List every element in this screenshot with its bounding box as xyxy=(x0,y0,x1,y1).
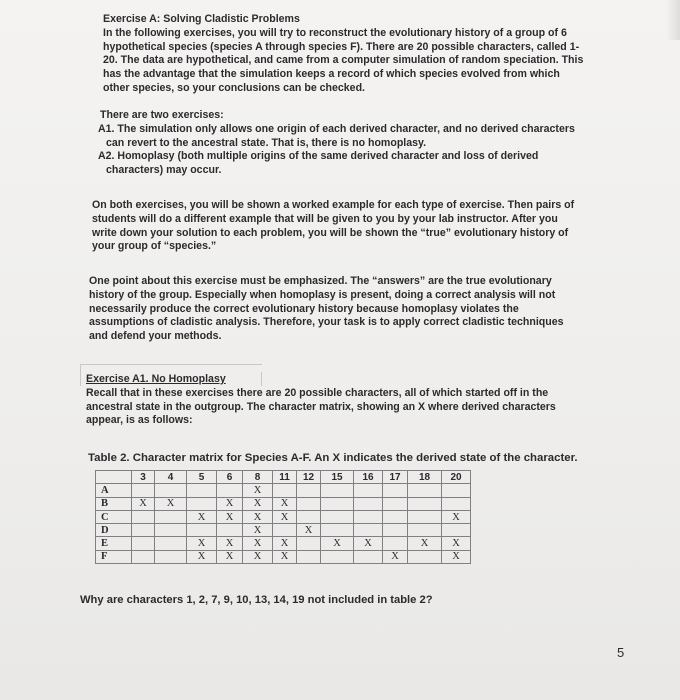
exercise-a1-description-cont: can revert to the ancestral state. That is, there is no homoplasy. xyxy=(106,136,427,149)
matrix-cell: X xyxy=(217,550,243,563)
matrix-cell: X xyxy=(442,550,471,563)
table-row xyxy=(96,550,471,563)
matrix-cell: X xyxy=(243,484,273,497)
matrix-cell xyxy=(217,524,243,537)
table-row xyxy=(96,537,471,550)
table-caption: Table 2. Character matrix for Species A-F. An X indicates the derived state of the character. xyxy=(88,452,578,464)
matrix-cell xyxy=(132,510,155,523)
species-label: C xyxy=(96,510,132,523)
matrix-cell xyxy=(297,537,321,550)
page-number: 5 xyxy=(617,645,625,660)
matrix-cell xyxy=(187,524,217,537)
matrix-cell xyxy=(297,497,321,510)
matrix-cell xyxy=(155,537,187,550)
matrix-cell xyxy=(187,484,217,497)
matrix-cell xyxy=(155,524,187,537)
matrix-cell: X xyxy=(187,537,217,550)
matrix-cell: X xyxy=(442,510,471,523)
exercise-a-title: Exercise A: Solving Cladistic Problems xyxy=(103,13,300,25)
matrix-cell: X xyxy=(243,537,273,550)
matrix-cell xyxy=(321,510,354,523)
matrix-cell xyxy=(321,497,354,510)
column-header: 11 xyxy=(273,471,297,484)
matrix-cell xyxy=(354,550,383,563)
paragraph-line: has the advantage that the simulation keeps a record of which species evolved from which xyxy=(103,68,560,81)
table-row xyxy=(96,524,471,537)
species-label: D xyxy=(96,524,132,537)
table-header-row xyxy=(96,471,471,484)
matrix-cell xyxy=(297,484,321,497)
matrix-cell: X xyxy=(321,537,354,550)
exercise-a-section xyxy=(103,13,623,96)
paragraph-line: assumptions of cladistic analysis. Therefore, your task is to apply correct cladistic techniques xyxy=(89,316,564,329)
matrix-cell xyxy=(442,484,471,497)
column-header: 15 xyxy=(321,471,354,484)
matrix-cell xyxy=(383,510,408,523)
exercise-a1-title: Exercise A1. No Homoplasy xyxy=(86,373,226,385)
paragraph-line: history of the group. Especially when homoplasy is present, doing a correct analysis will not xyxy=(89,288,556,301)
matrix-cell xyxy=(297,550,321,563)
matrix-cell xyxy=(297,510,321,523)
paragraph-line: On both exercises, you will be shown a worked example for each type of exercise. Then pairs of xyxy=(92,199,575,211)
table-row xyxy=(96,510,471,523)
matrix-cell: X xyxy=(408,537,442,550)
one-point-paragraph xyxy=(89,275,619,344)
matrix-cell xyxy=(132,524,155,537)
question-text: Why are characters 1, 2, 7, 9, 10, 13, 14, 19 not included in table 2? xyxy=(80,594,433,606)
exercise-a2-description: A2. Homoplasy (both multiple origins of the same derived character and loss of derived xyxy=(98,150,539,163)
matrix-cell xyxy=(383,524,408,537)
matrix-cell: X xyxy=(273,550,297,563)
matrix-cell xyxy=(383,497,408,510)
matrix-cell: X xyxy=(354,537,383,550)
column-header: 8 xyxy=(243,471,273,484)
paragraph-line: your group of “species.” xyxy=(92,240,217,253)
paragraph-line: 20. The data are hypothetical, and came from a computer simulation of random speciation. This xyxy=(103,54,584,67)
matrix-cell xyxy=(408,524,442,537)
matrix-cell: X xyxy=(297,524,321,537)
matrix-cell: X xyxy=(155,497,187,510)
paragraph-line: One point about this exercise must be emphasized. The “answers” are the true evolutionary xyxy=(89,275,552,287)
column-header: 17 xyxy=(383,471,408,484)
paragraph-line: students will do a different example that will be given to you by your lab instructor. After you xyxy=(92,212,558,225)
paragraph-line: appear, is as follows: xyxy=(86,414,193,427)
page-edge-shadow xyxy=(666,0,680,40)
matrix-cell xyxy=(217,484,243,497)
matrix-cell: X xyxy=(273,537,297,550)
matrix-cell: X xyxy=(187,550,217,563)
matrix-cell: X xyxy=(442,537,471,550)
matrix-cell: X xyxy=(273,497,297,510)
column-header: 18 xyxy=(408,471,442,484)
matrix-cell xyxy=(132,484,155,497)
paragraph-line: ancestral state in the outgroup. The character matrix, showing an X where derived characters xyxy=(86,400,556,413)
species-label: E xyxy=(96,537,132,550)
matrix-cell xyxy=(132,550,155,563)
paragraph-line: and defend your methods. xyxy=(89,330,222,343)
matrix-cell: X xyxy=(187,510,217,523)
column-header: 12 xyxy=(297,471,321,484)
matrix-cell xyxy=(273,484,297,497)
matrix-cell xyxy=(354,497,383,510)
matrix-cell xyxy=(132,537,155,550)
matrix-cell: X xyxy=(243,510,273,523)
column-header: 4 xyxy=(155,471,187,484)
matrix-cell xyxy=(354,484,383,497)
character-matrix-table xyxy=(95,470,471,564)
column-header: 6 xyxy=(217,471,243,484)
exercise-a1-section xyxy=(86,373,626,428)
matrix-cell: X xyxy=(217,537,243,550)
matrix-cell xyxy=(354,510,383,523)
table-corner-cell xyxy=(96,471,132,484)
matrix-cell: X xyxy=(383,550,408,563)
exercise-a2-description-cont: characters) may occur. xyxy=(106,164,222,177)
matrix-cell: X xyxy=(217,510,243,523)
matrix-cell: X xyxy=(273,510,297,523)
matrix-cell: X xyxy=(217,497,243,510)
table-row xyxy=(96,497,471,510)
two-exercises-intro: There are two exercises: xyxy=(100,109,224,121)
textbox-outline-top xyxy=(80,364,262,365)
matrix-cell xyxy=(442,524,471,537)
matrix-cell xyxy=(408,550,442,563)
two-exercises-section xyxy=(98,109,618,178)
matrix-cell xyxy=(321,550,354,563)
matrix-cell xyxy=(321,484,354,497)
paragraph-line: necessarily produce the correct evolutionary history because homoplasy violates the xyxy=(89,302,519,315)
matrix-cell xyxy=(155,550,187,563)
matrix-cell xyxy=(273,524,297,537)
matrix-cell xyxy=(408,484,442,497)
matrix-cell: X xyxy=(243,497,273,510)
matrix-cell xyxy=(155,510,187,523)
matrix-cell xyxy=(383,484,408,497)
matrix-cell: X xyxy=(243,550,273,563)
matrix-cell xyxy=(187,497,217,510)
matrix-cell xyxy=(354,524,383,537)
species-label: F xyxy=(96,550,132,563)
paragraph-line: In the following exercises, you will try to reconstruct the evolutionary history of a group of 6 xyxy=(103,26,567,39)
matrix-cell: X xyxy=(132,497,155,510)
matrix-cell xyxy=(155,484,187,497)
species-label: A xyxy=(96,484,132,497)
textbox-outline-left xyxy=(80,364,81,386)
matrix-cell xyxy=(321,524,354,537)
both-exercises-paragraph xyxy=(92,199,622,254)
matrix-cell xyxy=(408,510,442,523)
exercise-a1-description: A1. The simulation only allows one origin of each derived character, and no derived characters xyxy=(98,122,575,135)
species-label: B xyxy=(96,497,132,510)
paragraph-line: other species, so your conclusions can be checked. xyxy=(103,81,365,94)
matrix-cell xyxy=(383,537,408,550)
column-header: 5 xyxy=(187,471,217,484)
paragraph-line: hypothetical species (species A through species F). There are 20 possible characters, called 1- xyxy=(103,40,580,53)
column-header: 20 xyxy=(442,471,471,484)
paragraph-line: Recall that in these exercises there are 20 possible characters, all of which started off in the xyxy=(86,386,549,399)
column-header: 16 xyxy=(354,471,383,484)
matrix-cell xyxy=(408,497,442,510)
table-row xyxy=(96,484,471,497)
matrix-cell xyxy=(442,497,471,510)
paragraph-line: write down your solution to each problem, you will be shown the “true” evolutionary history of xyxy=(92,226,569,239)
matrix-cell: X xyxy=(243,524,273,537)
column-header: 3 xyxy=(132,471,155,484)
